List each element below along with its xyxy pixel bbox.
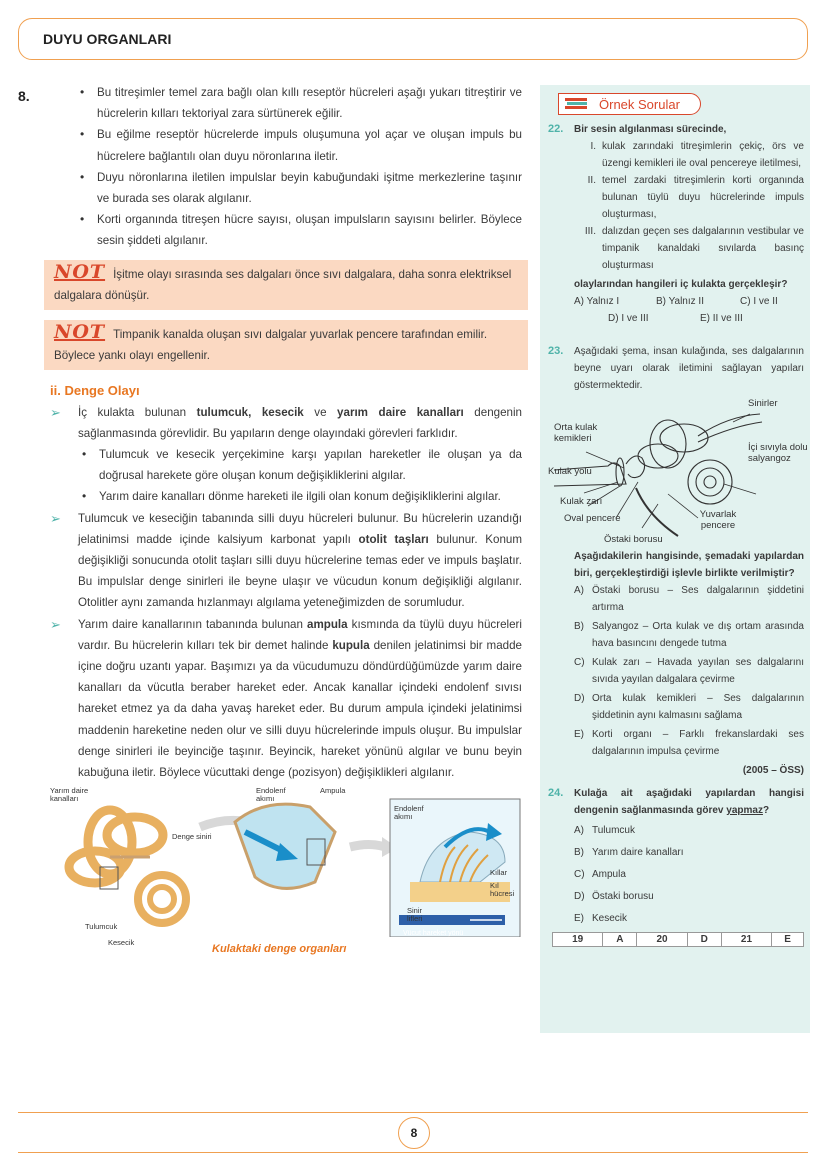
option-text: Kulak zarı – Havada yayılan ses dalgalarını sıvıda yayılan dalgalara çevirme (592, 657, 804, 685)
choice[interactable]: A) Yalnız I (574, 296, 620, 307)
q22-items (578, 138, 804, 274)
q23-ask: Aşağıdakilerin hangisinde, şemadaki yapılardan biri, gerçekleştirdiği işlevle birlikte verilmiştir? (574, 551, 804, 579)
option-letter: E) (574, 729, 584, 740)
sub-bullet: • Yarım daire kanalları dönme hareketi ile ilgili olan konum değişikliklerini algılar. (82, 486, 522, 507)
balance-figure (50, 787, 522, 957)
option[interactable] (574, 726, 804, 760)
question-number: 8. (18, 88, 30, 104)
bold-term: otolit taşları (358, 532, 429, 546)
option[interactable] (574, 866, 804, 883)
label-vucut: Vücut hareket yönü (403, 930, 464, 938)
label-yarim-daire: Yarım daire kanalları (50, 786, 89, 804)
page-number: 8 (398, 1117, 430, 1149)
option-text: Östaki borusu (592, 891, 654, 902)
text: denilen jelatinimsi bir madde içine doğru uzantı yapar. Başımızı ya da vücudumuzu döndürdüğümüzde yarım daire kanalları da vücutla beraber hareket eder. Ancak kanallar içindeki endolenf sıvısı hareket etmez ya da daha yavaş hareket eder. Bu durum ampula içindeki jelatinimsi maddenin hareketine neden olur ve silli duyu hücrelerinde impuls oluşur. Bu impulslar denge sinirleri ile beyinciğe taşınır. Beyincik, hareket yönünü algılar ve bunu beyin kabuğuna iletir. Böylece vücuttaki denge (pozisyon) değişiklikleri algılanır. (78, 638, 522, 780)
option-letter: C) (574, 657, 585, 668)
option-letter: D) (574, 891, 585, 902)
question-24 (548, 785, 804, 927)
ear-label-kulak-zari: Kulak zarı (560, 496, 603, 507)
option-text: Östaki borusu – Ses dalgalarının şiddetini artırma (592, 585, 804, 613)
page-header (18, 18, 808, 60)
label-tulumcuk: Tulumcuk (85, 922, 118, 932)
bold-term: yarım daire kanalları (337, 405, 464, 419)
note-box-2 (44, 320, 528, 370)
roman-item (578, 172, 804, 223)
text: Yarım daire kanallarının tabanında bulunan (78, 617, 307, 631)
question-22 (548, 121, 804, 327)
ear-label-orta-kulak: Orta kulak kemikleri (554, 422, 598, 444)
ear-label-ostaki: Östaki borusu (604, 534, 663, 545)
header-title: DUYU ORGANLARI (43, 31, 172, 47)
roman-numeral: III. (584, 226, 596, 237)
label-sinir-lifleri: Sinir lifleri (407, 906, 423, 924)
roman-numeral: II. (587, 175, 596, 186)
left-column (50, 82, 522, 957)
roman-item (578, 138, 804, 172)
balance-item-3 (50, 614, 522, 784)
ear-label-sinirler: Sinirler (748, 398, 778, 409)
intro-bullet: • Korti organında titreşen hücre sayısı, oluşan impulsların sayısını belirler. Böylece sesin şiddeti algılanır. (80, 209, 522, 251)
choice[interactable]: C) I ve II (740, 296, 778, 307)
canals-drawing (69, 810, 163, 883)
books-icon (565, 97, 589, 111)
q24-stem (574, 785, 804, 819)
question-23-body (548, 548, 804, 779)
note-box-1 (44, 260, 528, 310)
examples-panel (540, 85, 810, 1033)
choice[interactable]: B) Yalnız II (656, 296, 704, 307)
balance-list (50, 402, 522, 784)
option-letter: D) (574, 693, 585, 704)
label-ampula: Ampula (320, 786, 346, 796)
note-text-1: İşitme olayı sırasında ses dalgaları önce sıvı dalgalara, daha sonra elektriksel dalgalara dönüşür. (54, 267, 512, 302)
answer-cell: 21 (721, 933, 771, 947)
intro-bullet: • Bu eğilme reseptör hücrelerde impuls oluşumuna yol açar ve oluşan impuls bu hücrelere bağlantılı olan duyu nöronlarına iletir. (80, 124, 522, 166)
label-denge-siniri: Denge siniri (172, 832, 212, 842)
label-endolenf-2: Endolenf akımı (394, 804, 424, 822)
roman-numeral: I. (590, 141, 596, 152)
balance-item-1 (50, 402, 522, 508)
bold-term: tulumcuk, kesecik (196, 405, 304, 419)
balance-sub-bullets (78, 444, 522, 508)
option-letter: A) (574, 585, 584, 596)
answer-cell: E (772, 933, 804, 947)
roman-item (578, 223, 804, 274)
answer-cell: D (687, 933, 721, 947)
choice[interactable]: E) II ve III (700, 313, 743, 324)
q23-source: (2005 – ÖSS) (742, 765, 804, 776)
bold-term: ampula (307, 617, 348, 631)
footer-divider-top (18, 1112, 808, 1113)
option[interactable] (574, 582, 804, 616)
label-endolenf-1: Endolenf akımı (256, 786, 286, 804)
balance-item-2 (50, 508, 522, 614)
label-killar: Kıllar (490, 868, 508, 878)
ear-label-yuvarlak-pencere: Yuvarlak pencere (699, 509, 737, 531)
ear-diagram (548, 396, 808, 548)
option[interactable] (574, 910, 804, 927)
option-letter: B) (574, 847, 584, 858)
option[interactable] (574, 654, 804, 688)
option-letter: C) (574, 869, 585, 880)
q24-number: 24. (548, 787, 564, 799)
answer-key-table (552, 932, 804, 947)
text: ve (303, 405, 338, 419)
text: ? (762, 805, 770, 816)
footer-divider-bottom (18, 1152, 808, 1153)
option[interactable] (574, 618, 804, 652)
q22-stem: Bir sesin algılanması sürecinde, (574, 124, 727, 135)
answer-cell: 20 (637, 933, 687, 947)
option-letter: E) (574, 913, 584, 924)
option-text: Salyangoz – Orta kulak ve dış ortam arasında hava basıncını dengede tutma (592, 621, 804, 649)
text: Kulağa ait aşağıdaki yapılardan hangisi dengenin sağlanmasında görev (574, 788, 804, 816)
option-text: Ampula (592, 869, 626, 880)
q23-number: 23. (548, 345, 564, 357)
option[interactable] (574, 844, 804, 861)
ear-label-salyangoz: İçi sıvıyla dolu salyangoz (748, 442, 808, 464)
section-title: ii. Denge Olayı (50, 383, 140, 399)
q22-number: 22. (548, 123, 564, 135)
option-text: Korti organı – Farklı frekanslardaki ses dalgalarının impulsa çevirme (592, 729, 804, 757)
q22-ask: olaylarından hangileri iç kulakta gerçekleşir? (574, 279, 788, 290)
roman-text: temel zardaki titreşimlerin korti organında bulunan tüylü duyu hücrelerinde impuls oluşturması, (602, 175, 804, 220)
sub-bullet: • Tulumcuk ve kesecik yerçekimine karşı yapılan hareketler ile oluşan ya da doğrusal harekete göre oluşan konum değişikliklerini algılar. (82, 444, 522, 486)
choice[interactable]: D) I ve III (608, 313, 649, 324)
ear-label-kulak-yolu: Kulak yolu (548, 466, 592, 477)
ear-label-oval-pencere: Oval pencere (564, 513, 621, 524)
text: Tulumcuk ve keseciğin tabanında silli duyu hücreleri bulunur. Bu hücrelerin uzandığı jelatinimsi madde içinde kalsiyum karbonat yapılı (78, 511, 522, 546)
examples-title: Örnek Sorular (599, 96, 680, 112)
note-text-2: Timpanik kanalda oluşan sıvı dalgalar yuvarlak pencere tarafından emilir. Böylece yankı olayı engellenir. (54, 328, 488, 363)
intro-bullet: • Duyu nöronlarına iletilen impulslar beyin kabuğundaki işitme merkezlerine taşınır ve burada ses olarak algılanır. (80, 167, 522, 209)
label-kil-hucresi: Kıl hücresi (490, 881, 515, 899)
option[interactable] (574, 888, 804, 905)
text: İç kulakta bulunan (78, 405, 197, 419)
text: kısmında da tüylü duyu hücreleri vardır. Bu hücrelerin kılları tek bir demet halinde (78, 617, 522, 652)
option-letter: B) (574, 621, 584, 632)
examples-title-tab (558, 93, 701, 115)
option-text: Orta kulak kemikleri – Ses dalgalarının şiddetinin aynı kalmasını sağlama (592, 693, 804, 721)
intro-bullet: • Bu titreşimler temel zara bağlı olan kıllı reseptör hücreleri aşağı yukarı titreştirir ve hücrelerin kılları tektoriyal zara sürtünerek eğilir. (80, 82, 522, 124)
roman-text: kulak zarındaki titreşimlerin çekiç, örs ve üzengi kemikleri ile oval pencereye iletilmesi, (602, 141, 804, 169)
answer-cell: 19 (553, 933, 603, 947)
question-23 (548, 343, 804, 394)
note-logo: NOT (54, 260, 106, 283)
option[interactable] (574, 690, 804, 724)
q24-options (574, 822, 804, 927)
option[interactable] (574, 822, 804, 839)
bold-term: kupula (332, 638, 370, 652)
figure-caption: Kulaktaki denge organları (212, 943, 347, 956)
q23-stem: Aşağıdaki şema, insan kulağında, ses dalgalarının beyne uyarı olarak iletimini sağlayan yapıları göstermektedir. (574, 346, 804, 391)
text: bulunur. Konum değişikliği sonucunda otolit taşları silli duyu hücrelerine temas eder ve impuls başlatır. Bu impulslar denge sinirleri ile beyne ulaşır ve vücudun konum değişikliği algılanır. Otolitler aynı zamanda hızlanmayı algılama yeteneğimizden de sorumludur. (78, 532, 522, 610)
option-text: Yarım daire kanalları (592, 847, 684, 858)
answer-cell: A (603, 933, 637, 947)
balance-illustration (50, 787, 522, 937)
q22-choices (574, 293, 804, 327)
text: dengenin sağlanmasında görevlidir. Bu yapıların denge olayındaki görevleri farklıdır. (78, 405, 523, 440)
option-text: Tulumcuk (592, 825, 635, 836)
option-text: Kesecik (592, 913, 628, 924)
option-letter: A) (574, 825, 584, 836)
roman-text: dalızdan geçen ses dalgalarının vestibular ve timpanik kanaldaki sıvılarda basınç oluşturması (602, 226, 804, 271)
label-kesecik: Kesecik (108, 938, 135, 948)
underlined-term: yapmaz (726, 805, 763, 816)
note-logo: NOT (54, 321, 106, 344)
intro-bullets (50, 82, 522, 252)
